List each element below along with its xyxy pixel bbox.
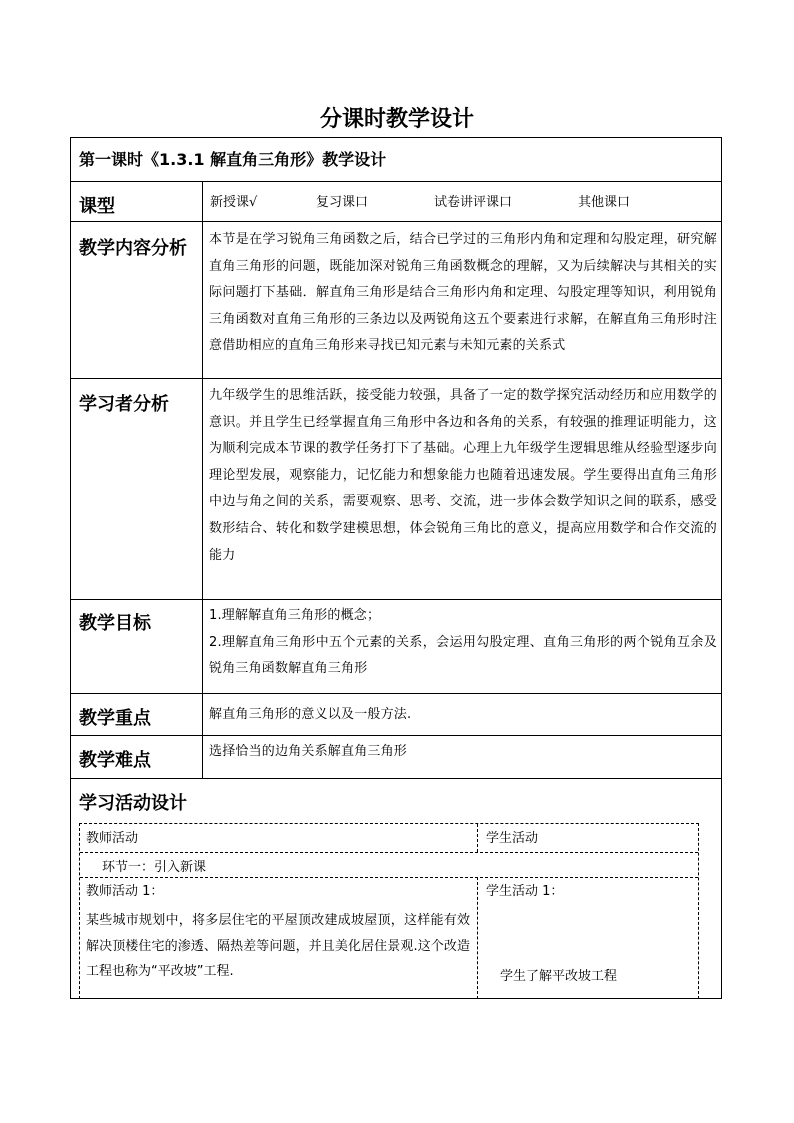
- lesson-type-option-new: 新授课√: [210, 195, 258, 210]
- lesson-type-option-review: 复习课口: [316, 195, 369, 210]
- difficulties-label: 教学难点: [79, 750, 151, 771]
- divider: [71, 693, 721, 694]
- teacher-activity-header: 教师活动: [86, 831, 139, 846]
- learner-analysis-text: 九年级学生的思维活跃，接受能力较强，具备了一定的数学探究活动经历和应用数学的意识。并且学生已经掌握直角三角形中各边和各角的关系，有较强的推理证明能力，这为顺利完成本节课的教学任务打下了基础。心理上九年级学生逻辑思维从经验型逐步向理论型发展，观察能力，记忆能力和想象能力也随着迅速发展。学生要得出直角三角形中边与角之间的关系，需要观察、思考、交流，进一步体会数学知识之间的联系，感受数形结合、转化和数学建模思想，体会锐角三角比的意义，提高应用数学和合作交流的能力: [209, 388, 717, 563]
- divider: [71, 221, 721, 222]
- objective-item-1: 1.理解解直角三角形的概念；: [209, 608, 381, 623]
- lesson-type-options: [202, 181, 721, 221]
- section-1-title: 环节一：引入新课: [102, 860, 207, 875]
- lesson-type-option-exam-review: 试卷讲评课口: [434, 195, 513, 210]
- page-title: 分课时教学设计: [319, 106, 474, 132]
- learner-analysis-label: 学习者分析: [79, 394, 169, 415]
- difficulties-text: 选择恰当的边角关系解直角三角形: [209, 744, 408, 759]
- lesson-type-option-other: 其他课口: [578, 195, 631, 210]
- teacher-activity-1-text: 某些城市规划中，将多层住宅的平屋顶改建成坡屋顶，这样能有效解决顶楼住宅的渗透、隔热差等问题，并且美化居住景观.这个改造工程也称为“平改坡”工程.: [86, 913, 470, 979]
- lesson-type-label: 课型: [79, 196, 115, 217]
- student-activity-1-title: 学生活动 1：: [486, 884, 564, 899]
- column-divider: [477, 824, 478, 852]
- lesson-header: 第一课时《1.3.1 解直角三角形》教学设计: [79, 150, 387, 169]
- student-activity-header: 学生活动: [486, 831, 539, 846]
- lesson-plan-table: [70, 137, 722, 999]
- content-analysis-label: 教学内容分析: [79, 238, 187, 259]
- key-points-label: 教学重点: [79, 708, 151, 729]
- objectives-label: 教学目标: [79, 613, 151, 634]
- divider: [80, 877, 698, 878]
- divider: [71, 599, 721, 600]
- activity-design-label: 学习活动设计: [79, 793, 187, 814]
- column-divider: [477, 877, 478, 999]
- objectives-text: [209, 603, 717, 683]
- objective-item-2: 2.理解直角三角形中五个元素的关系，会运用勾股定理、直角三角形的两个锐角互余及锐角三角函数解直角三角形: [209, 634, 717, 677]
- key-points-text: 解直角三角形的意义以及一般方法.: [209, 707, 412, 722]
- divider: [71, 778, 721, 779]
- teacher-activity-1-title: 教师活动 1：: [86, 884, 164, 899]
- activity-table: [79, 823, 699, 999]
- divider: [71, 378, 721, 379]
- column-divider: [202, 181, 203, 778]
- divider: [71, 735, 721, 736]
- divider: [80, 852, 698, 853]
- student-activity-1-text: 学生了解平改坡工程: [500, 969, 618, 984]
- content-analysis-text: 本节是在学习锐角三角函数之后，结合已学过的三角形内角和定理和勾股定理，研究解直角三角形的问题，既能加深对锐角三角函数概念的理解，又为后续解决与其相关的实际问题打下基础．解直角三角形是结合三角形内角和定理、勾股定理等知识，利用锐角三角函数对直角三角形的三条边以及两锐角这五个要素进行求解，在解直角三角形时注意借助相应的直角三角形来寻找已知元素与未知元素的关系式: [209, 232, 717, 354]
